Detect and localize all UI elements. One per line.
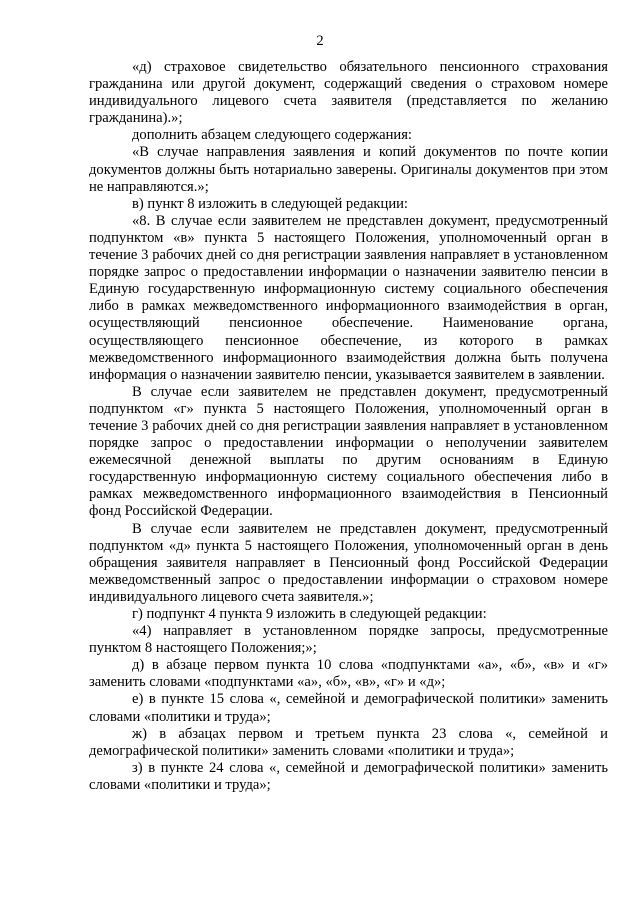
paragraph-10: д) в абзаце первом пункта 10 слова «подпунктами «а», «б», «в» и «г» заменить словами «подпунктами «а», «б», «в», «г» и «д»;: [89, 657, 608, 691]
paragraph-4: в) пункт 8 изложить в следующей редакции:: [132, 195, 408, 212]
paragraph-7: В случае если заявителем не представлен документ, предусмотренный подпунктом «д» пункта 5 настоящего Положения, уполномоченный орган в день обращения заявителя направляет в Пенсионный фонд Российской Федерации межведомственный запрос о предоставлении информации о страховом номере индивидуального лицевого счета заявителя.»;: [89, 520, 608, 605]
paragraph-5: «8. В случае если заявителем не представлен документ, предусмотренный подпунктом «в» пункта 5 настоящего Положения, уполномоченный орган в течение 3 рабочих дней со дня регистрации заявления направляет в установленном порядке запрос о предоставлении информации о назначении заявителю пенсии в Единую государственную информационную систему социального обеспечения либо в рамках межведомственного информационного взаимодействия в орган, осуществляющий пенсионное обеспечение. Наименование органа, осуществляющего пенсионное обеспечение, из которого в рамках межведомственного информационного взаимодействия должна быть получена информация о назначении заявителю пенсии, указывается заявителем в заявлении.: [89, 212, 608, 383]
paragraph-1: «д) страховое свидетельство обязательного пенсионного страхования гражданина или другой документ, содержащий сведения о страховом номере индивидуального лицевого счета заявителя (представляется по желанию гражданина).»;: [89, 59, 608, 127]
document-body: [89, 59, 608, 794]
paragraph-6: В случае если заявителем не представлен документ, предусмотренный подпунктом «г» пункта 5 настоящего Положения, уполномоченный орган в течение 3 рабочих дней со дня регистрации заявления направляет в установленном порядке запрос о предоставлении информации о неполучении заявителем ежемесячной денежной выплаты по другим основаниям в Единую государственную информационную систему социального обеспечения либо в рамках межведомственного информационного взаимодействия в Пенсионный фонд Российской Федерации.: [89, 383, 608, 520]
paragraph-2: дополнить абзацем следующего содержания:: [132, 127, 412, 144]
paragraph-9: «4) направляет в установленном порядке запросы, предусмотренные пунктом 8 настоящего Положения;»;: [89, 623, 608, 657]
paragraph-11: е) в пункте 15 слова «, семейной и демографической политики» заменить словами «политики и труда»;: [89, 691, 608, 725]
paragraph-3: «В случае направления заявления и копий документов по почте копии документов должны быть нотариально заверены. Оригиналы документов при этом не направляются.»;: [89, 144, 608, 195]
paragraph-13: з) в пункте 24 слова «, семейной и демографической политики» заменить словами «политики и труда»;: [89, 759, 608, 793]
page-number: 2: [316, 33, 324, 49]
paragraph-8: г) подпункт 4 пункта 9 изложить в следующей редакции:: [132, 606, 487, 622]
paragraph-12: ж) в абзацах первом и третьем пункта 23 слова «, семейной и демографической политики» заменить словами «политики и труда»;: [89, 725, 608, 759]
